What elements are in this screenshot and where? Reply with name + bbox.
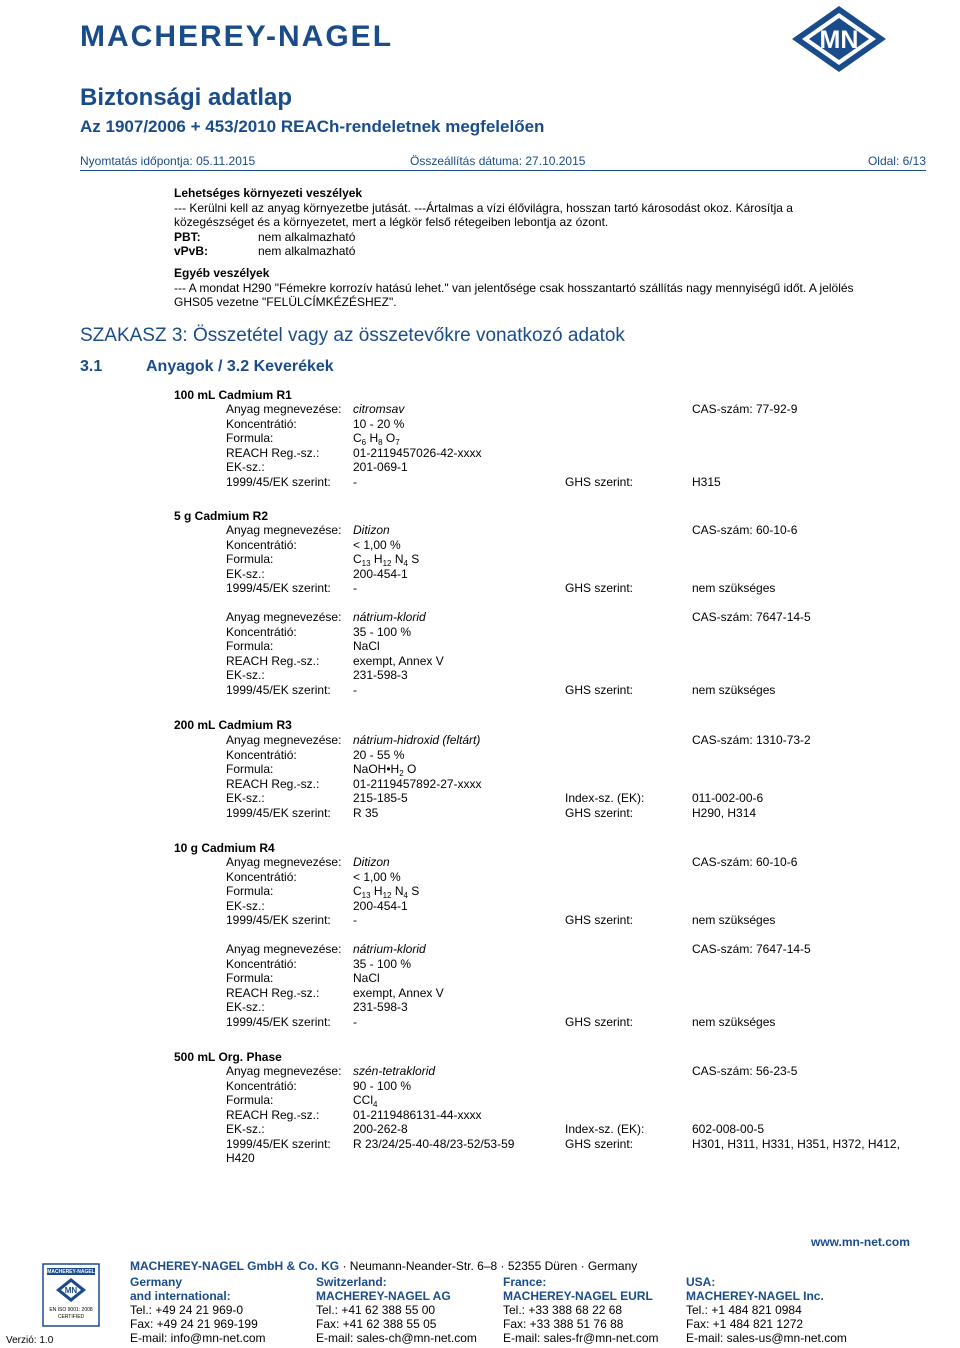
formula-label: Formula: xyxy=(226,639,274,653)
subsection-number: 3.1 xyxy=(80,358,103,375)
logo-letters: MN xyxy=(819,26,859,54)
formula-label: Formula: xyxy=(226,431,274,445)
contact-region: France: xyxy=(503,1275,547,1289)
index-value: 602-008-00-5 xyxy=(692,1122,765,1136)
pbt-label: PBT: xyxy=(174,230,201,244)
contact-phone: Tel.: +1 484 821 0984 xyxy=(686,1303,802,1317)
reach-label: REACH Reg.-sz.: xyxy=(226,985,320,1000)
ghs-label: GHS szerint: xyxy=(565,1136,634,1151)
cas-number: CAS-szám: 60-10-6 xyxy=(692,855,798,869)
ghs-value: nem szükséges xyxy=(692,913,776,927)
name-label: Anyag megnevezése: xyxy=(226,855,342,869)
ek-value: 200-262-8 xyxy=(353,1122,408,1136)
ghs-value: H290, H314 xyxy=(692,805,757,820)
name-label: Anyag megnevezése: xyxy=(226,942,342,956)
concentration-value: < 1,00 % xyxy=(353,537,401,552)
ek-label: EK-sz.: xyxy=(226,1000,265,1014)
formula-part: S xyxy=(407,552,420,566)
svg-text:MN: MN xyxy=(64,1286,78,1295)
formula-subscript: 13 xyxy=(361,559,371,568)
directive-value: - xyxy=(353,913,357,927)
name-label: Anyag megnevezése: xyxy=(226,733,342,747)
contact-fax: Fax: +41 62 388 55 05 xyxy=(316,1317,437,1331)
company-logo xyxy=(782,4,896,74)
cert-brand: MACHEREY-NAGEL xyxy=(47,1269,95,1275)
contact-region: Germany xyxy=(130,1275,183,1289)
formula-label: Formula: xyxy=(226,552,274,566)
ek-value: 231-598-3 xyxy=(353,668,408,682)
concentration-label: Koncentrátió: xyxy=(226,956,297,971)
directive-value: - xyxy=(353,474,357,489)
concentration-value: 35 - 100 % xyxy=(353,624,412,639)
formula-part: H xyxy=(370,884,383,898)
formula-subscript: 12 xyxy=(382,891,392,900)
formula-subscript: 4 xyxy=(403,891,408,900)
contact-phone: Tel.: +33 388 68 22 68 xyxy=(503,1303,623,1317)
ek-label: EK-sz.: xyxy=(226,566,265,581)
formula-subscript: 6 xyxy=(361,438,367,447)
formula-label: Formula: xyxy=(226,971,274,985)
cas-number: CAS-szám: 7647-14-5 xyxy=(692,610,811,624)
other-hazards-line-2: GHS05 vezetne "FELÜLCÍMKÉZÉSHEZ". xyxy=(174,295,397,309)
ek-label: EK-sz.: xyxy=(226,1122,265,1136)
substance-name: Ditizon xyxy=(353,523,390,537)
ek-label: EK-sz.: xyxy=(226,668,265,682)
cas-number: CAS-szám: 1310-73-2 xyxy=(692,733,811,747)
concentration-value: < 1,00 % xyxy=(353,869,401,884)
directive-label: 1999/45/EK szerint: xyxy=(226,805,331,820)
ghs-label: GHS szerint: xyxy=(565,581,634,595)
concentration-label: Koncentrátió: xyxy=(226,869,297,884)
ek-value: 215-185-5 xyxy=(353,791,408,805)
formula-part: NaOH•H xyxy=(353,762,400,776)
formula-subscript: 2 xyxy=(399,769,404,778)
contact-region: USA: xyxy=(686,1275,716,1289)
directive-label: 1999/45/EK szerint: xyxy=(226,581,331,595)
print-date: Nyomtatás időpontja: 05.11.2015 xyxy=(80,154,256,168)
name-label: Anyag megnevezése: xyxy=(226,1064,342,1078)
ghs-label: GHS szerint: xyxy=(565,474,634,489)
ghs-value: nem szükséges xyxy=(692,682,776,697)
substance-name: citromsav xyxy=(353,402,405,416)
reach-value: 01-2119457892-27-xxxx xyxy=(353,776,482,791)
kit-component-title: 500 mL Org. Phase xyxy=(174,1050,282,1064)
formula-part: CCl xyxy=(353,1093,373,1107)
ghs-value: H315 xyxy=(692,474,721,489)
ghs-value: nem szükséges xyxy=(692,1014,776,1029)
substance-name: nátrium-klorid xyxy=(353,610,426,624)
ghs-value: nem szükséges xyxy=(692,581,776,595)
cert-standard: EN ISO 9001: 2008 xyxy=(49,1307,93,1313)
formula-label: Formula: xyxy=(226,884,274,898)
kit-component-title: 10 g Cadmium R4 xyxy=(174,841,275,855)
contact-email: E-mail: info@mn-net.com xyxy=(130,1331,266,1345)
concentration-value: 10 - 20 % xyxy=(353,416,405,431)
contact-fax: Fax: +1 484 821 1272 xyxy=(686,1317,804,1331)
formula-part: C xyxy=(353,431,362,445)
formula-part: H xyxy=(366,431,379,445)
env-line-2: közegészséget és a környezetet, mert a légkör felső rétegeiben lebontja az ózont. xyxy=(174,215,609,229)
formula-part: H xyxy=(370,552,383,566)
directive-value: R 35 xyxy=(353,805,379,820)
contact-fax: Fax: +33 388 51 76 88 xyxy=(503,1317,624,1331)
website: www.mn-net.com xyxy=(811,1235,910,1249)
ek-label: EK-sz.: xyxy=(226,460,265,474)
reach-label: REACH Reg.-sz.: xyxy=(226,445,320,460)
ek-value: 200-454-1 xyxy=(353,566,408,581)
brand-name: MACHEREY-NAGEL xyxy=(80,20,394,53)
concentration-label: Koncentrátió: xyxy=(226,624,297,639)
iso-certificate-badge xyxy=(42,1263,100,1327)
ghs-value: H301, H311, H331, H351, H372, H412, xyxy=(692,1136,900,1151)
contact-email: E-mail: sales-us@mn-net.com xyxy=(686,1331,847,1345)
directive-value: - xyxy=(353,1014,357,1029)
formula-part: N xyxy=(391,884,404,898)
company-name: MACHEREY-NAGEL GmbH & Co. KG xyxy=(130,1259,340,1273)
contact-phone: Tel.: +41 62 388 55 00 xyxy=(316,1303,436,1317)
other-hazards-heading: Egyéb veszélyek xyxy=(174,266,270,280)
compile-date: Összeállítás dátuma: 27.10.2015 xyxy=(410,154,586,168)
reach-label: REACH Reg.-sz.: xyxy=(226,776,320,791)
header-rule xyxy=(80,170,926,171)
concentration-label: Koncentrátió: xyxy=(226,1078,297,1093)
cas-number: CAS-szám: 77-92-9 xyxy=(692,402,798,416)
cas-number: CAS-szám: 56-23-5 xyxy=(692,1064,798,1078)
formula-subscript: 8 xyxy=(378,438,383,447)
substance-name: nátrium-hidroxid (feltárt) xyxy=(353,733,481,747)
version: Verzió: 1.0 xyxy=(6,1335,54,1346)
contact-company: MACHEREY-NAGEL EURL xyxy=(503,1289,653,1303)
directive-value-cont: H420 xyxy=(226,1151,255,1165)
env-heading: Lehetséges környezeti veszélyek xyxy=(174,186,363,200)
formula-subscript: 12 xyxy=(382,559,392,568)
ghs-label: GHS szerint: xyxy=(565,1014,634,1029)
formula-part: S xyxy=(407,884,420,898)
vpvb-value: nem alkalmazható xyxy=(258,244,356,258)
ghs-label: GHS szerint: xyxy=(565,682,634,697)
formula-value: NaCl xyxy=(353,971,380,985)
reach-label: REACH Reg.-sz.: xyxy=(226,653,320,668)
contact-email: E-mail: sales-ch@mn-net.com xyxy=(316,1331,477,1345)
index-label: Index-sz. (EK): xyxy=(565,1122,645,1136)
other-hazards-line-1: --- A mondat H290 "Fémekre korrozív hatású lehet." van jelentősége csak hosszantartó szállítás nagy mennyiségű időt. A jelölés xyxy=(174,281,854,295)
directive-label: 1999/45/EK szerint: xyxy=(226,474,331,489)
directive-label: 1999/45/EK szerint: xyxy=(226,1014,331,1029)
ek-value: 201-069-1 xyxy=(353,460,408,474)
reach-value: 01-2119486131-44-xxxx xyxy=(353,1107,482,1122)
formula-part: O xyxy=(382,431,396,445)
kit-component-title: 5 g Cadmium R2 xyxy=(174,509,269,523)
substance-name: Ditizon xyxy=(353,855,390,869)
page-number: Oldal: 6/13 xyxy=(867,154,926,168)
index-value: 011-002-00-6 xyxy=(692,791,764,805)
ghs-label: GHS szerint: xyxy=(565,805,634,820)
concentration-label: Koncentrátió: xyxy=(226,537,297,552)
formula-label: Formula: xyxy=(226,1093,274,1107)
reach-value: 01-2119457026-42-xxxx xyxy=(353,445,482,460)
kit-component-title: 100 mL Cadmium R1 xyxy=(174,388,292,402)
contact-phone: Tel.: +49 24 21 969-0 xyxy=(130,1303,244,1317)
formula-part: C xyxy=(353,552,362,566)
concentration-label: Koncentrátió: xyxy=(226,416,297,431)
subsection-3-1 xyxy=(80,358,334,376)
cert-certified: CERTIFIED xyxy=(57,1314,85,1320)
name-label: Anyag megnevezése: xyxy=(226,523,342,537)
contact-email: E-mail: sales-fr@mn-net.com xyxy=(503,1331,659,1345)
name-label: Anyag megnevezése: xyxy=(226,610,342,624)
contact-region: Switzerland: xyxy=(316,1275,387,1289)
formula-subscript: 4 xyxy=(403,559,408,568)
directive-label: 1999/45/EK szerint: xyxy=(226,1136,331,1151)
formula-part: C xyxy=(353,884,362,898)
company-line xyxy=(130,1259,637,1273)
formula-subscript: 13 xyxy=(361,891,371,900)
contact-fax: Fax: +49 24 21 969-199 xyxy=(130,1317,258,1331)
substance-name: szén-tetraklorid xyxy=(353,1064,436,1078)
ghs-label: GHS szerint: xyxy=(565,913,634,927)
document-subtitle: Az 1907/2006 + 453/2010 REACh-rendeletnek megfelelően xyxy=(80,117,545,136)
cas-number: CAS-szám: 60-10-6 xyxy=(692,523,798,537)
concentration-value: 90 - 100 % xyxy=(353,1078,412,1093)
directive-value: R 23/24/25-40-48/23-52/53-59 xyxy=(353,1136,515,1151)
reach-value: exempt, Annex V xyxy=(353,653,444,668)
ek-label: EK-sz.: xyxy=(226,898,265,913)
concentration-value: 35 - 100 % xyxy=(353,956,412,971)
cas-number: CAS-szám: 7647-14-5 xyxy=(692,942,811,956)
company-address: · Neumann-Neander-Str. 6–8 · 52355 Düren · Germany xyxy=(339,1259,638,1273)
formula-part: N xyxy=(391,552,404,566)
vpvb-label: vPvB: xyxy=(174,244,209,258)
directive-label: 1999/45/EK szerint: xyxy=(226,682,331,697)
contact-company: MACHEREY-NAGEL AG xyxy=(316,1289,451,1303)
ek-value: 231-598-3 xyxy=(353,1000,408,1014)
substance-name: nátrium-klorid xyxy=(353,942,426,956)
ek-label: EK-sz.: xyxy=(226,791,265,805)
reach-label: REACH Reg.-sz.: xyxy=(226,1107,320,1122)
index-label: Index-sz. (EK): xyxy=(565,791,645,805)
kit-component-title: 200 mL Cadmium R3 xyxy=(174,718,292,732)
env-line-1: --- Kerülni kell az anyag környezetbe jutását. ---Ártalmas a vízi élővilágra, hosszan tartó károsodást okoz. Károsítja a xyxy=(174,201,793,215)
subsection-title: Anyagok / 3.2 Keverékek xyxy=(146,358,334,375)
ek-value: 200-454-1 xyxy=(353,898,408,913)
reach-value: exempt, Annex V xyxy=(353,985,444,1000)
concentration-value: 20 - 55 % xyxy=(353,747,405,762)
formula-subscript: 7 xyxy=(395,438,400,447)
contact-company: MACHEREY-NAGEL Inc. xyxy=(686,1289,824,1303)
directive-label: 1999/45/EK szerint: xyxy=(226,913,331,927)
formula-subscript: 4 xyxy=(373,1100,378,1109)
formula-value: NaCl xyxy=(353,639,380,653)
directive-value: - xyxy=(353,682,357,697)
section-3-title: SZAKASZ 3: Összetétel vagy az összetevőkre vonatkozó adatok xyxy=(80,325,625,346)
contact-company: and international: xyxy=(130,1289,231,1303)
document-title: Biztonsági adatlap xyxy=(80,84,293,111)
formula-label: Formula: xyxy=(226,762,274,776)
pbt-value: nem alkalmazható xyxy=(258,230,356,244)
directive-value: - xyxy=(353,581,357,595)
formula-part: O xyxy=(403,762,417,776)
concentration-label: Koncentrátió: xyxy=(226,747,297,762)
name-label: Anyag megnevezése: xyxy=(226,402,342,416)
